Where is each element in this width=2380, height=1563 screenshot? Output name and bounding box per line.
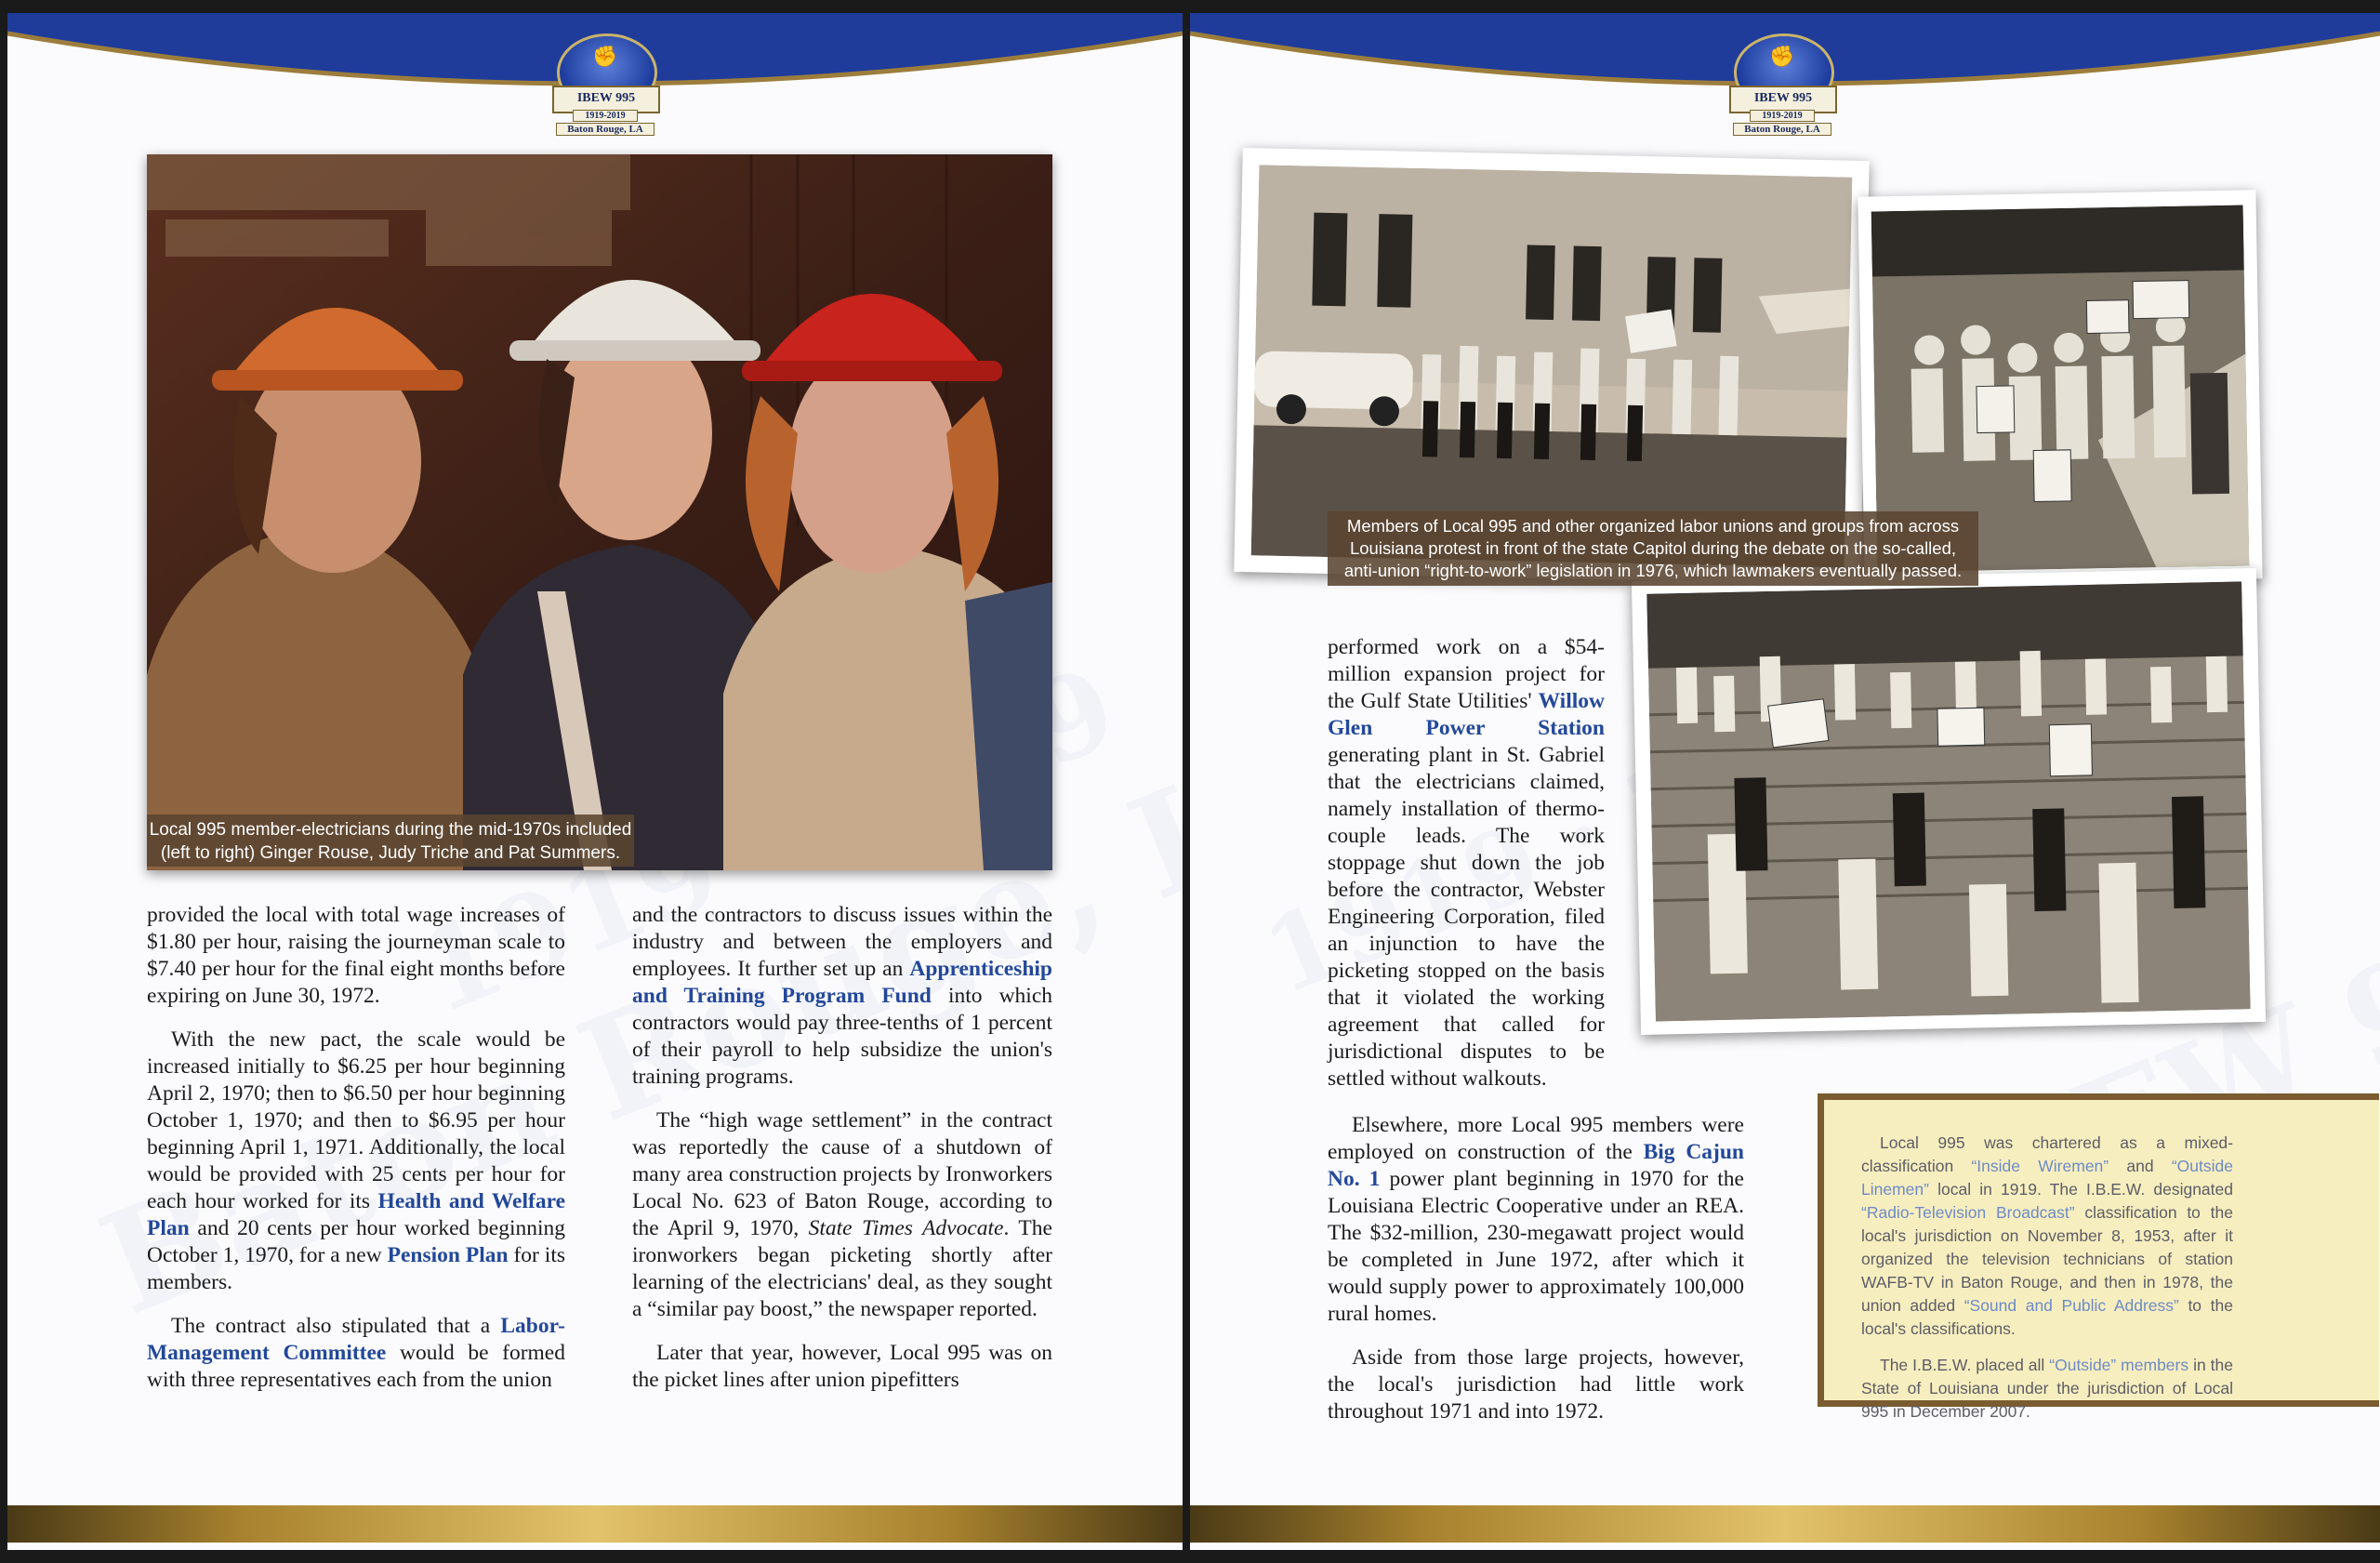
labor-management-link: Labor-Management Committee — [147, 1314, 565, 1365]
paragraph — [1328, 634, 1605, 1093]
pension-plan-link: Pension Plan — [387, 1243, 509, 1267]
fist-icon: ✊ — [1769, 45, 1795, 68]
ibew-logo — [539, 32, 669, 143]
right-column-wide — [1328, 1112, 1744, 1442]
apprenticeship-fund-link: Apprenticeship and Training Program Fund — [632, 957, 1052, 1008]
fist-icon: ✊ — [592, 45, 618, 68]
logo-years: 1919-2019 — [1750, 110, 1815, 122]
logo-name: IBEW 995 — [1729, 86, 1837, 113]
left-footer-bar — [7, 1505, 1183, 1543]
big-cajun-link: Big Cajun No. 1 — [1328, 1140, 1745, 1191]
text: power plant beginning in 1970 for the Louisiana Electric Cooperative under an REA. The $32-million, 230-megawatt project would be completed in June 1972, after which it would supply power to approximately 100,000 rural homes. — [1328, 1167, 1744, 1326]
protest-photo-3 — [1632, 568, 2266, 1035]
ibew-logo — [1716, 32, 1846, 143]
text: into which contractors would pay three-tenths of 1 percent of their payroll to help subsidize the union's training programs. — [632, 984, 1052, 1089]
logo-name: IBEW 995 — [552, 86, 660, 113]
paragraph: Aside from those large projects, however, the local's jurisdiction had little work throughout 1971 and into 1972. — [1328, 1345, 1744, 1424]
text: and — [2109, 1157, 2172, 1175]
logo-years: 1919-2019 — [573, 110, 638, 122]
sound-public-address: “Sound and Public Address” — [1964, 1296, 2179, 1315]
text: . The ironworkers began picketing shortly after learning of the electricians' deal, as they sought a “similar pay boost,” the newspaper reported. — [632, 1216, 1052, 1321]
text: would be formed with three representatives each from the union — [147, 1341, 565, 1392]
health-welfare-plan-link: Health and Welfare Plan — [147, 1189, 566, 1240]
radio-tv-broadcast: “Radio-Television Broadcast” — [1861, 1203, 2075, 1222]
text: and 20 cents per hour worked beginning October 1, 1970, for a new — [147, 1216, 565, 1267]
left-page — [7, 13, 1183, 1550]
sidebar-paragraph — [1861, 1132, 2233, 1341]
caption-line: Louisiana protest in front of the state Capitol during the debate on the so-called, — [1349, 538, 1957, 558]
paragraph — [632, 1107, 1052, 1323]
text: generating plant in St. Gabriel that the electricians claimed, namely installation of thermo-couple leads. The work stoppage shut down the job before the contractor, Webster Engineering Corporation, filed an injunction to have the picketing stopped on the basis that it violated the working agreement that called for jurisdictional disputes to be settled without walkouts. — [1328, 743, 1605, 1091]
text: in the State of Louisiana under the jurisdiction of Local 995 in December 2007. — [1861, 1356, 2233, 1421]
history-sidebar — [1818, 1093, 2379, 1421]
right-photo-caption — [1328, 511, 1978, 586]
willow-glen-link: Willow Glen Power Station — [1328, 689, 1605, 740]
text: local in 1919. The I.B.E.W. designated — [1928, 1180, 2233, 1199]
text: and the contractors to discuss issues within the industry and between the employers and employees. It further set up an — [632, 903, 1052, 981]
right-footer-bar — [1190, 1505, 2380, 1543]
paragraph: provided the local with total wage increases of $1.80 per hour, raising the journeyman scale to $7.40 per hour for the final eight months before expiring on June 30, 1972. — [147, 903, 565, 1008]
text: classification to the local's jurisdiction on November 8, 1953, after it organized the television technicians of station WAFB-TV in Baton Rouge, and then in 1978, the union added — [1861, 1203, 2233, 1315]
text: With the new pact, the scale would be increased initially to $6.25 per hour beginning April 2, 1970; then to $6.50 per hour beginning October 1, 1970; and then to $6.95 per hour beginning April 1, 1971. Additionally, the local would be provided with 25 cents per hour for each hour worked for its — [147, 1027, 565, 1213]
sidebar-paragraph — [1861, 1354, 2233, 1424]
text: The contract also stipulated that a — [171, 1314, 501, 1338]
right-column-narrow — [1328, 634, 1605, 1109]
text: Elsewhere, more Local 995 members were employed on construction of the — [1328, 1113, 1744, 1164]
text: performed work on a $54-million expansion project for the Gulf State Utilities' — [1328, 635, 1605, 713]
paragraph — [1328, 1112, 1744, 1328]
left-column-2 — [632, 902, 1052, 1411]
inside-wiremen: “Inside Wiremen” — [1971, 1157, 2109, 1175]
sidebar-text — [1861, 1132, 2233, 1437]
paragraph: Later that year, however, Local 995 was on the picket lines after union pipefitters — [632, 1341, 1052, 1392]
paragraph — [147, 1027, 565, 1296]
caption-line: (left to right) Ginger Rouse, Judy Triche and Pat Summers. — [160, 843, 621, 863]
paragraph — [147, 1313, 565, 1394]
text: The “high wage settlement” in the contract was reportedly the cause of a shutdown of many area construction projects by Ironworkers Local No. 623 of Baton Rouge, according to the April 9, 1970, — [632, 1108, 1052, 1240]
logo-city: Baton Rouge, LA — [556, 123, 654, 136]
logo-city: Baton Rouge, LA — [1733, 123, 1831, 136]
caption-line: anti-union “right-to-work” legislation in 1976, which lawmakers eventually passed. — [1343, 561, 1963, 580]
newspaper-title: State Times Advocate — [808, 1216, 1004, 1240]
text: for its members. — [147, 1243, 565, 1294]
photo-women-electricians — [147, 154, 1052, 870]
outside-linemen: “Outside Linemen” — [1861, 1157, 2233, 1199]
caption-line: Local 995 member-electricians during the mid-1970s included — [149, 820, 632, 840]
left-column-1 — [147, 902, 565, 1411]
paragraph — [632, 902, 1052, 1091]
text: The I.B.E.W. placed all — [1880, 1356, 2050, 1374]
caption-line: Members of Local 995 and other organized labor unions and groups from across — [1346, 516, 1960, 536]
outside-members: “Outside” members — [2049, 1356, 2189, 1374]
text: to the local's classifications. — [1861, 1296, 2233, 1338]
left-photo-caption — [147, 815, 634, 867]
text: Local 995 was chartered as a mixed-classification — [1861, 1133, 2233, 1175]
